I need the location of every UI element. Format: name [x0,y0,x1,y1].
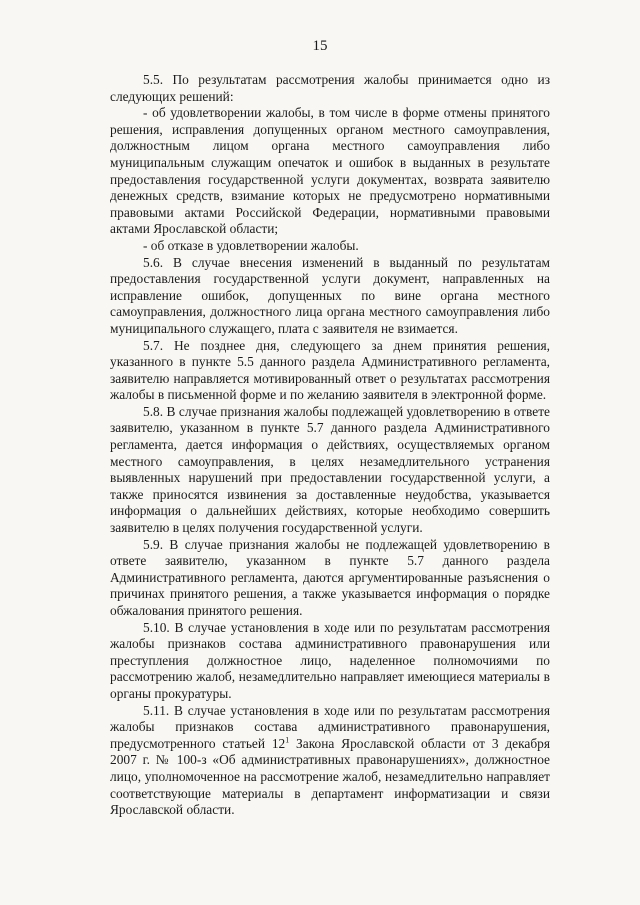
paragraph-5-5-option-satisfy: - об удовлетворении жалобы, в том числе в форме отмены принятого решения, исправления допущенных органом местного самоуправления, должностным лицом органа местного самоуправления либо муниципальным служащим опечаток и ошибок в выданных в результате предоставления государственной услуги документах, возврата заявителю денежных средств, взимание которых не предусмотрено нормативными правовыми актами Российской Федерации, нормативными правовыми актами Ярославской области; [110,105,550,237]
paragraph-5-9: 5.9. В случае признания жалобы не подлежащей удовлетворению в ответе заявителю, указанном в пункте 5.7 данного раздела Административного регламента, даются аргументированные разъяснения о причинах принятого решения, а также указывается информация о порядке обжалования принятого решения. [110,536,550,618]
superscript-article-index: 1 [285,735,290,745]
paragraph-5-11-text-start: 5.11. В случае установления в ходе или по результатам рассмотрения жалобы признаков состава административного правонарушения, предусмотренного статьей 12 [110,702,550,751]
paragraph-5-11-text-end: Закона Ярославской области от 3 декабря 2007 г. № 100-з «Об административных правонарушениях», должностное лицо, уполномоченное на рассмотрение жалоб, незамедлительно направляет соответствующие материалы в департамент информатизации и связи Ярославской области. [110,735,550,818]
paragraph-5-8: 5.8. В случае признания жалобы подлежащей удовлетворению в ответе заявителю, указанном в пункте 5.7 данного раздела Административного регламента, дается информация о действиях, осуществляемых органом местного самоуправления, в целях незамедлительного устранения выявленных нарушений при предоставлении государственной услуги, а также приносятся извинения за доставленные неудобства, указывается информация о дальнейших действиях, которые необходимо совершить заявителю в целях получения государственной услуги. [110,403,550,536]
document-body [110,72,550,819]
paragraph-5-5-option-refuse: - об отказе в удовлетворении жалобы. [143,237,359,253]
paragraph-5-10: 5.10. В случае установления в ходе или по результатам рассмотрения жалобы признаков состава административного правонарушения или преступления должностное лицо, наделенное полномочиями по рассмотрению жалоб, незамедлительно направляет имеющиеся материалы в органы прокуратуры. [110,619,550,701]
paragraph-5-5: 5.5. По результатам рассмотрения жалобы принимается одно из следующих решений: [110,72,550,104]
paragraph-5-11 [110,703,550,819]
paragraph-5-7: 5.7. Не позднее дня, следующего за днем принятия решения, указанного в пункте 5.5 данного раздела Административного регламента, заявителю направляется мотивированный ответ о результатах рассмотрения жалобы в письменной форме и по желанию заявителя в электронной форме. [110,337,550,403]
paragraph-5-6: 5.6. В случае внесения изменений в выданный по результатам предоставления государственной услуги документ, направленных на исправление ошибок, допущенных по вине органа местного самоуправления, должностного лица органа местного самоуправления либо муниципального служащего, плата с заявителя не взимается. [110,254,550,336]
page-number: 15 [312,38,328,54]
